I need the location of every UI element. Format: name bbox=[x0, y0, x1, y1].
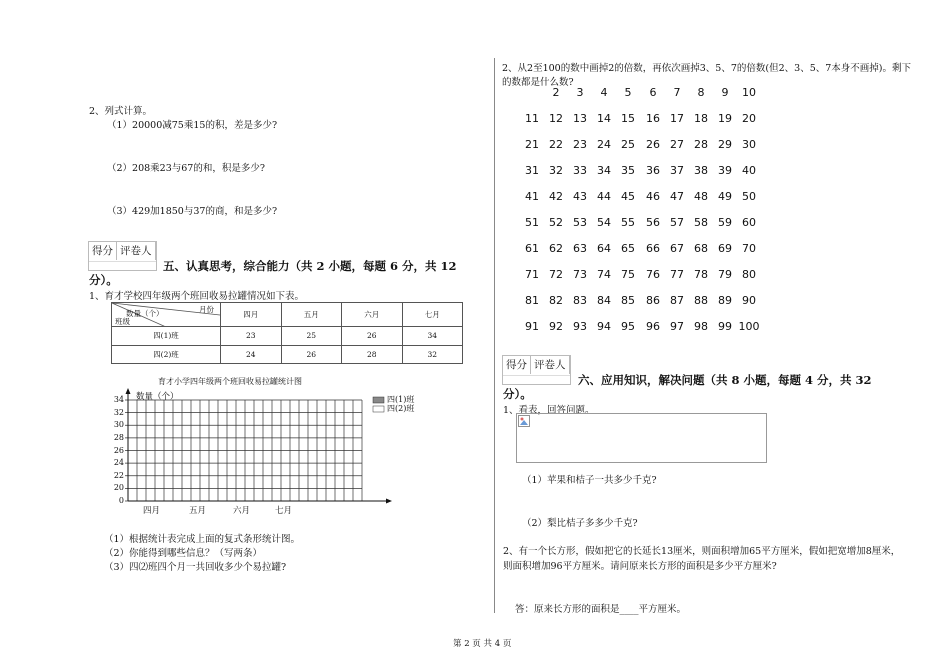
number-cell: 77 bbox=[670, 268, 684, 281]
number-cell: 2 bbox=[552, 86, 560, 99]
section-5-title-tail: 分）。 bbox=[89, 273, 118, 287]
score-label: 得分 bbox=[89, 242, 117, 260]
score-box-left bbox=[88, 241, 157, 271]
number-cell: 35 bbox=[621, 164, 635, 177]
table-row bbox=[112, 345, 463, 364]
recycling-table bbox=[111, 302, 463, 364]
question-2-title: 2、列式计算。 bbox=[89, 106, 153, 117]
missing-table-image bbox=[516, 413, 767, 463]
number-cell: 33 bbox=[573, 164, 587, 177]
number-cell: 8 bbox=[697, 86, 705, 99]
number-cell: 79 bbox=[718, 268, 732, 281]
number-cell: 64 bbox=[597, 242, 611, 255]
number-cell: 72 bbox=[549, 268, 563, 281]
number-cell: 68 bbox=[694, 242, 708, 255]
number-cell: 57 bbox=[670, 216, 684, 229]
number-cell: 96 bbox=[646, 320, 660, 333]
number-cell: 53 bbox=[573, 216, 587, 229]
number-cell: 100 bbox=[738, 320, 760, 333]
table-cell: 26 bbox=[281, 345, 342, 364]
section-6-q2-line2: 则面积增加96平方厘米。请问原来长方形的面积是多少平方厘米? bbox=[503, 561, 777, 572]
class-label: 四(1)班 bbox=[112, 327, 221, 346]
number-cell: 49 bbox=[718, 190, 732, 203]
number-cell: 30 bbox=[742, 138, 756, 151]
number-cell: 54 bbox=[597, 216, 611, 229]
number-cell: 21 bbox=[525, 138, 539, 151]
score-box-right bbox=[502, 355, 571, 385]
number-cell: 26 bbox=[646, 138, 660, 151]
number-cell: 76 bbox=[646, 268, 660, 281]
number-cell: 27 bbox=[670, 138, 684, 151]
chart-y-tick: 28 bbox=[113, 432, 124, 442]
number-cell: 91 bbox=[525, 320, 539, 333]
table-cell: 25 bbox=[281, 327, 342, 346]
number-cell: 86 bbox=[646, 294, 660, 307]
chart-y-tick: 24 bbox=[113, 458, 124, 468]
number-cell: 15 bbox=[621, 112, 635, 125]
number-cell: 60 bbox=[742, 216, 756, 229]
number-cell: 62 bbox=[549, 242, 563, 255]
section-5-title: 五、认真思考，综合能力（共 2 小题，每题 6 分，共 12 bbox=[163, 259, 457, 273]
number-cell: 37 bbox=[670, 164, 684, 177]
month-header: 六月 bbox=[342, 303, 403, 327]
number-cell: 11 bbox=[525, 112, 539, 125]
page-footer: 第 2 页 共 4 页 bbox=[453, 639, 512, 649]
number-cell: 51 bbox=[525, 216, 539, 229]
header-class-label: 班级 bbox=[115, 317, 130, 326]
grader-label: 评卷人 bbox=[531, 356, 570, 374]
number-cell: 97 bbox=[670, 320, 684, 333]
number-cell: 55 bbox=[621, 216, 635, 229]
legend-class2: 四(2)班 bbox=[387, 404, 415, 413]
number-cell: 65 bbox=[621, 242, 635, 255]
number-cell: 70 bbox=[742, 242, 756, 255]
section-6-q1-title: 1、看表，回答问题。 bbox=[503, 405, 595, 416]
legend-class1: 四(1)班 bbox=[387, 395, 415, 404]
number-cell: 12 bbox=[549, 112, 563, 125]
number-cell: 66 bbox=[646, 242, 660, 255]
section-6-title: 六、应用知识，解决问题（共 8 小题，每题 4 分，共 32 bbox=[578, 373, 872, 387]
number-cell: 18 bbox=[694, 112, 708, 125]
number-cell: 58 bbox=[694, 216, 708, 229]
number-cell: 14 bbox=[597, 112, 611, 125]
chart-sub-3: （3）四⑵班四个月一共回收多少个易拉罐? bbox=[104, 562, 287, 573]
chart-y-tick: 22 bbox=[113, 470, 124, 480]
number-cell: 78 bbox=[694, 268, 708, 281]
table-cell: 23 bbox=[221, 327, 282, 346]
number-cell: 3 bbox=[576, 86, 584, 99]
score-label: 得分 bbox=[503, 356, 531, 374]
number-cell: 20 bbox=[742, 112, 756, 125]
table-cell: 24 bbox=[221, 345, 282, 364]
number-cell: 59 bbox=[718, 216, 732, 229]
number-cell: 13 bbox=[573, 112, 587, 125]
chart-title: 育才小学四年级两个班回收易拉罐统计图 bbox=[158, 377, 302, 386]
number-cell: 36 bbox=[646, 164, 660, 177]
chart-y-tick: 32 bbox=[113, 407, 124, 417]
number-cell: 84 bbox=[597, 294, 611, 307]
broken-image-icon bbox=[518, 415, 530, 427]
table-cell: 26 bbox=[342, 327, 403, 346]
chart-x-label: 四月 bbox=[143, 506, 161, 516]
number-cell: 39 bbox=[718, 164, 732, 177]
number-cell: 10 bbox=[742, 86, 756, 99]
table-cell: 34 bbox=[402, 327, 463, 346]
number-cell: 25 bbox=[621, 138, 635, 151]
number-cell: 29 bbox=[718, 138, 732, 151]
grader-label: 评卷人 bbox=[117, 242, 156, 260]
chart-y-tick: 0 bbox=[118, 496, 124, 505]
number-cell: 5 bbox=[624, 86, 632, 99]
header-count-label: 数量（个） bbox=[126, 309, 164, 318]
number-cell: 95 bbox=[621, 320, 635, 333]
number-cell: 90 bbox=[742, 294, 756, 307]
number-cell: 9 bbox=[721, 86, 729, 99]
number-cell: 52 bbox=[549, 216, 563, 229]
question-2-item-3: （3）429加1850与37的商，和是多少? bbox=[107, 206, 278, 217]
section-6-q1-sub-2: （2）梨比桔子多多少千克? bbox=[522, 518, 638, 529]
month-header: 七月 bbox=[402, 303, 463, 327]
number-cell: 83 bbox=[573, 294, 587, 307]
number-cell: 99 bbox=[718, 320, 732, 333]
number-cell: 48 bbox=[694, 190, 708, 203]
number-cell: 87 bbox=[670, 294, 684, 307]
section-5-q1-intro: 1、育才学校四年级两个班回收易拉罐情况如下表。 bbox=[89, 291, 305, 302]
number-cell: 7 bbox=[673, 86, 681, 99]
number-cell: 24 bbox=[597, 138, 611, 151]
number-cell: 69 bbox=[718, 242, 732, 255]
number-cell: 93 bbox=[573, 320, 587, 333]
section-6-q1-sub-1: （1）苹果和桔子一共多少千克? bbox=[522, 475, 657, 486]
number-cell: 31 bbox=[525, 164, 539, 177]
number-cell: 44 bbox=[597, 190, 611, 203]
chart-y-tick: 20 bbox=[113, 483, 124, 493]
table-cell: 32 bbox=[402, 345, 463, 364]
number-cell: 98 bbox=[694, 320, 708, 333]
number-cell: 75 bbox=[621, 268, 635, 281]
number-cell: 42 bbox=[549, 190, 563, 203]
number-cell: 23 bbox=[573, 138, 587, 151]
number-cell: 74 bbox=[597, 268, 611, 281]
number-cell: 56 bbox=[646, 216, 660, 229]
section-6-q2-line1: 2、有一个长方形，假如把它的长延长13厘米，则面积增加65平方厘米，假如把宽增加8厘米， bbox=[503, 546, 901, 557]
chart-y-tick: 26 bbox=[113, 445, 124, 455]
answer-line: 答：原来长方形的面积是____平方厘米。 bbox=[515, 604, 687, 615]
number-cell: 94 bbox=[597, 320, 611, 333]
chart-sub-2: （2）你能得到哪些信息？（写两条） bbox=[104, 548, 263, 559]
class-label: 四(2)班 bbox=[112, 345, 221, 364]
prime-question-line2: 的数都是什么数? bbox=[502, 77, 574, 88]
column-divider bbox=[494, 58, 495, 613]
number-cell: 32 bbox=[549, 164, 563, 177]
number-cell: 82 bbox=[549, 294, 563, 307]
number-cell: 41 bbox=[525, 190, 539, 203]
number-cell: 34 bbox=[597, 164, 611, 177]
number-cell: 19 bbox=[718, 112, 732, 125]
legend-swatch-class1 bbox=[373, 397, 384, 403]
number-cell: 45 bbox=[621, 190, 635, 203]
chart-x-label: 七月 bbox=[275, 506, 293, 516]
header-month-label: 月份 bbox=[199, 305, 214, 314]
prime-question-line1: 2、从2至100的数中画掉2的倍数，再依次画掉3、5、7的倍数(但2、3、5、7本身不画掉)。剩下 bbox=[502, 63, 911, 74]
chart-y-tick: 34 bbox=[113, 395, 124, 404]
number-cell: 61 bbox=[525, 242, 539, 255]
number-cell: 67 bbox=[670, 242, 684, 255]
chart-y-tick: 30 bbox=[113, 420, 124, 430]
chart-x-label: 六月 bbox=[233, 506, 251, 516]
number-cell: 80 bbox=[742, 268, 756, 281]
number-cell: 50 bbox=[742, 190, 756, 203]
number-cell: 43 bbox=[573, 190, 587, 203]
number-cell: 85 bbox=[621, 294, 635, 307]
number-cell: 6 bbox=[649, 86, 657, 99]
question-2-item-2: （2）208乘23与67的和，积是多少? bbox=[107, 163, 265, 174]
number-cell: 38 bbox=[694, 164, 708, 177]
number-cell: 40 bbox=[742, 164, 756, 177]
number-cell: 63 bbox=[573, 242, 587, 255]
number-cell: 47 bbox=[670, 190, 684, 203]
number-cell: 88 bbox=[694, 294, 708, 307]
month-header: 四月 bbox=[221, 303, 282, 327]
number-cell: 81 bbox=[525, 294, 539, 307]
number-cell: 71 bbox=[525, 268, 539, 281]
number-cell: 17 bbox=[670, 112, 684, 125]
month-header: 五月 bbox=[281, 303, 342, 327]
question-2-item-1: （1）20000减75乘15的积，差是多少? bbox=[107, 120, 278, 131]
number-cell: 4 bbox=[600, 86, 608, 99]
chart-sub-1: （1）根据统计表完成上面的复式条形统计图。 bbox=[104, 534, 301, 545]
number-cell: 22 bbox=[549, 138, 563, 151]
table-corner-header bbox=[112, 303, 221, 327]
table-cell: 28 bbox=[342, 345, 403, 364]
number-cell: 16 bbox=[646, 112, 660, 125]
chart-x-label: 五月 bbox=[189, 506, 207, 516]
number-cell: 28 bbox=[694, 138, 708, 151]
number-cell: 89 bbox=[718, 294, 732, 307]
chart-y-label: 数量（个） bbox=[136, 392, 179, 402]
number-cell: 73 bbox=[573, 268, 587, 281]
legend-swatch-class2 bbox=[373, 406, 384, 412]
number-cell: 92 bbox=[549, 320, 563, 333]
table-row bbox=[112, 327, 463, 346]
section-6-title-tail: 分）。 bbox=[503, 387, 532, 401]
number-cell: 46 bbox=[646, 190, 660, 203]
